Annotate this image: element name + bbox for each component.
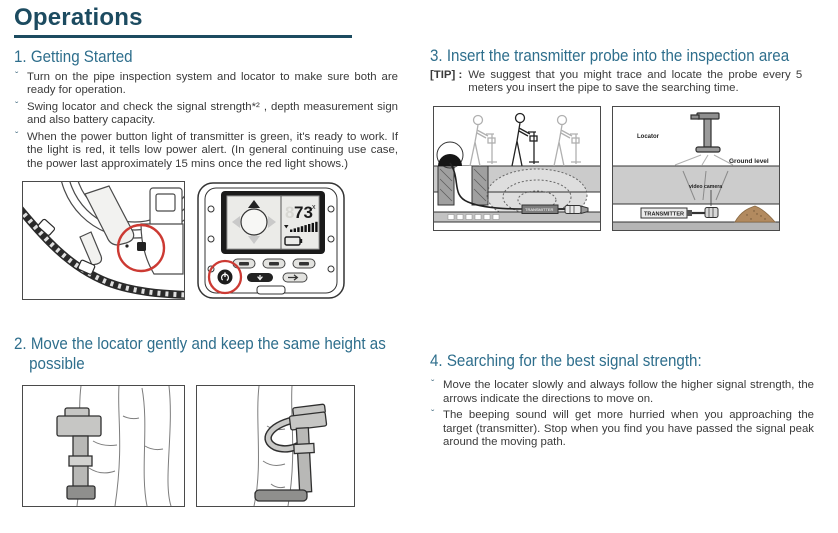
bullet-item xyxy=(14,101,398,128)
reel-illustration xyxy=(23,182,184,299)
vertical-hold-illustration xyxy=(23,386,184,506)
figure-reel-power-button xyxy=(22,181,185,300)
transmitter-label: TRANSMITTER xyxy=(525,206,554,212)
locator-device xyxy=(691,113,720,152)
bullet-check-icon: ˇ xyxy=(15,70,19,82)
person-left xyxy=(470,115,497,166)
section-2-heading-line1: 2. Move the locator gently and keep the same height as xyxy=(14,334,386,354)
panel-handle xyxy=(257,286,285,294)
bullet-check-icon: ˇ xyxy=(431,409,435,421)
video-camera-head xyxy=(705,207,718,217)
tip-text: We suggest that you might trace and locate the probe every 5 meters you insert the pipe to save the searching time. xyxy=(468,68,803,95)
direction-dial xyxy=(241,209,267,235)
display-value: 73 xyxy=(294,203,313,223)
section-3-figures xyxy=(430,106,814,231)
bullet-text: When the power button light of transmitter is green, it's ready to work. If the light is red, it tells low power alert. (In general continuing use case, the power last approximately 15 mins once the red light shows.) xyxy=(27,130,398,170)
connector xyxy=(687,210,692,216)
left-column xyxy=(14,5,398,507)
figure-cross-section xyxy=(612,106,780,231)
bullet-item xyxy=(430,409,814,449)
display-ghost-digit: 8 xyxy=(285,203,295,223)
transmitter-label: TRANSMITTER xyxy=(644,211,685,218)
transmitter-power-button xyxy=(137,242,146,251)
cross-section-illustration xyxy=(613,107,779,230)
section-3-heading: 3. Insert the transmitter probe into the inspection area xyxy=(430,46,790,65)
figure-locator-panel xyxy=(195,181,347,301)
tilted-hold-illustration xyxy=(197,386,354,506)
tracing-scene-illustration xyxy=(434,107,600,230)
bullet-text: The beeping sound will get more hurried when you approaching the target (transmitter). Stop when you find you have passed the signal peak around the moving path. xyxy=(443,409,814,449)
figure-locator-vertical xyxy=(22,385,185,507)
camera-head xyxy=(565,205,581,213)
section-2-heading xyxy=(14,334,397,373)
section-4-bullets xyxy=(430,379,814,449)
sand-pile xyxy=(735,206,775,222)
figure-tracing-scene xyxy=(433,106,601,231)
tip-label: [TIP] : xyxy=(430,68,463,81)
bullet-text: Move the locater slowly and always follow the higher signal strength, the arrows indicate the directions to move on. xyxy=(443,379,814,405)
guide-tube xyxy=(80,186,134,265)
person-right xyxy=(554,115,581,166)
page-title: Operations xyxy=(14,4,143,31)
title-rule xyxy=(14,35,352,38)
figure-locator-tilted xyxy=(196,385,355,507)
pipe-bottom-strip xyxy=(613,222,779,230)
section-4-heading: 4. Searching for the best signal strength: xyxy=(430,350,702,370)
bullet-check-icon: ˇ xyxy=(431,379,435,391)
section-1-bullets xyxy=(14,71,398,171)
locator-panel-illustration xyxy=(195,181,347,301)
section-2-figures xyxy=(14,385,398,507)
section-2-heading-line2: possible xyxy=(29,353,85,373)
locator-device xyxy=(57,408,101,499)
signal-rays-air xyxy=(675,155,733,165)
section-1-heading: 1. Getting Started xyxy=(14,47,133,67)
bullet-check-icon: ˇ xyxy=(15,100,19,112)
person-middle xyxy=(512,113,539,166)
video-camera-label: video camera xyxy=(689,183,723,190)
right-column xyxy=(430,46,814,453)
display-unit: x xyxy=(312,204,316,212)
ground-level-label: Ground level xyxy=(729,157,769,165)
section-1-figures xyxy=(14,181,398,301)
section-3-tip xyxy=(430,69,814,96)
bullet-item xyxy=(14,131,398,171)
bullet-item xyxy=(14,71,398,98)
bullet-item xyxy=(430,379,814,406)
bullet-text: Swing locator and check the signal strength*² , depth measurement sign and also battery capacity. xyxy=(27,100,398,127)
locator-label: Locator xyxy=(637,133,660,140)
bullet-check-icon: ˇ xyxy=(15,130,19,142)
bullet-text: Turn on the pipe inspection system and locator to make sure both are ready for operation. xyxy=(27,70,398,97)
